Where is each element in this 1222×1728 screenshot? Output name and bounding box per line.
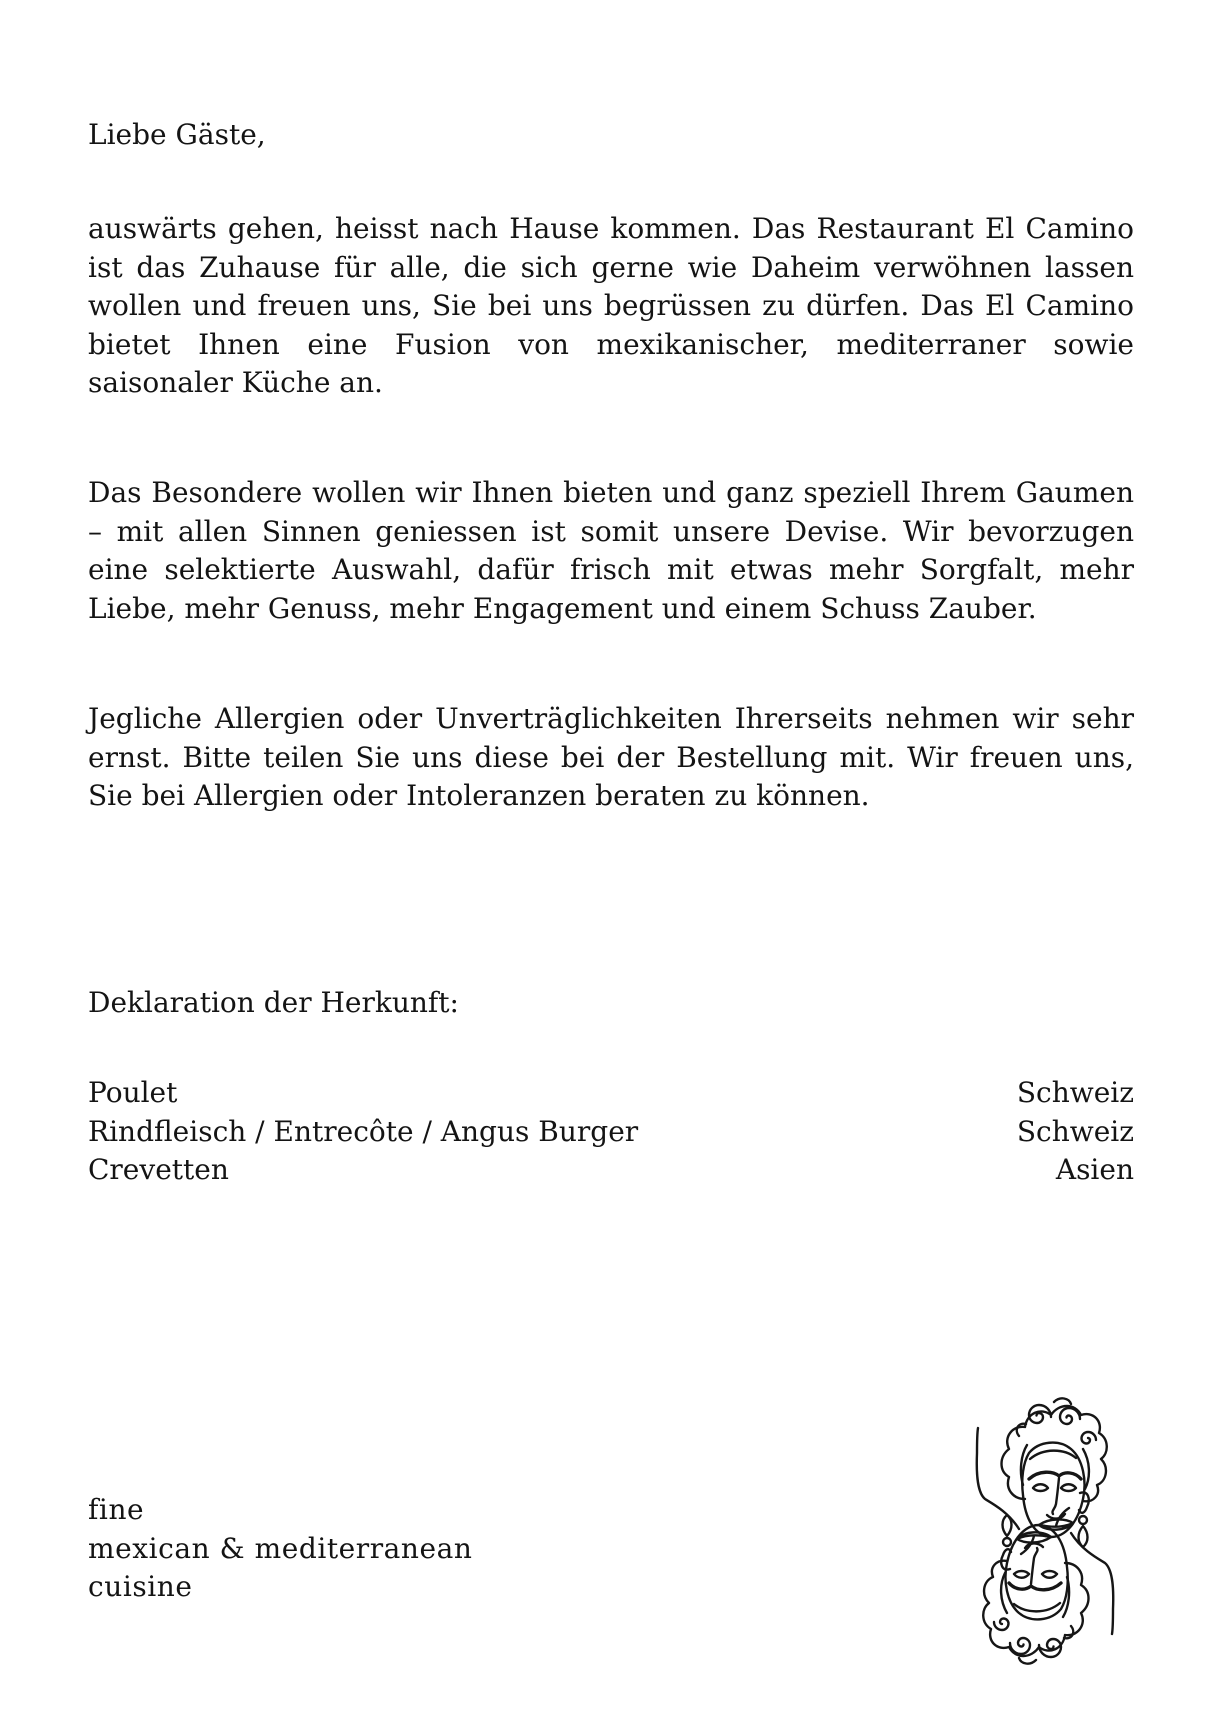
greeting-text: Liebe Gäste,: [88, 118, 266, 151]
paragraph-line: Das Besondere wollen wir Ihnen bieten und ganz speziell Ihrem Gaumen: [88, 476, 1134, 509]
paragraph-welcome: [88, 210, 1134, 403]
tagline-line: cuisine: [88, 1570, 193, 1603]
declaration-row: [88, 1113, 1134, 1152]
paragraph-line: wollen und freuen uns, Sie bei uns begrüssen zu dürfen. Das El Camino: [88, 289, 1134, 322]
frida-line-art-illustration: [955, 1387, 1127, 1665]
unibrow: [1029, 1472, 1081, 1479]
eyes: [1033, 1484, 1076, 1491]
item-origin: Schweiz: [1016, 1114, 1134, 1148]
declaration-heading: Deklaration der Herkunft:: [88, 986, 459, 1019]
item-name: Rindfleisch / Entrecôte / Angus Burger: [88, 1114, 639, 1148]
paragraph-line: bietet Ihnen eine Fusion von mexikanischer, mediterraner sowie: [88, 327, 1134, 361]
hair-outline: [1002, 1406, 1107, 1501]
item-name: Poulet: [88, 1076, 178, 1109]
item-origin: Asien: [1055, 1153, 1134, 1186]
paragraph-line: Liebe, mehr Genuss, mehr Engagement und einem Schuss Zauber.: [88, 591, 1037, 625]
earring-hoop: [1079, 1516, 1087, 1524]
paragraph-line: Jegliche Allergien oder Unverträglichkeiten Ihrerseits nehmen wir sehr: [88, 702, 1134, 735]
paragraph-allergies: [88, 700, 1134, 816]
paragraph-line: eine selektierte Auswahl, dafür frisch mit etwas mehr Sorgfalt, mehr: [88, 553, 1134, 586]
paragraph-line: auswärts gehen, heisst nach Hause kommen. Das Restaurant El Camino: [88, 212, 1134, 245]
item-origin: Schweiz: [1016, 1076, 1134, 1109]
roses: [1017, 1398, 1096, 1443]
declaration-row: [88, 1074, 1134, 1113]
paragraph-philosophy: [88, 474, 1134, 628]
tagline-line: fine: [88, 1493, 145, 1526]
paragraph-line: Sie bei Allergien oder Intoleranzen beraten zu können.: [88, 779, 870, 812]
hairline: [1030, 1451, 1076, 1459]
paragraph-line: ernst. Bitte teilen Sie uns diese bei der Bestellung mit. Wir freuen uns,: [88, 740, 1134, 774]
declaration-table: [88, 1074, 1134, 1190]
paragraph-line: – mit allen Sinnen geniessen ist somit unsere Devise. Wir bevorzugen: [88, 514, 1134, 548]
declaration-row: [88, 1151, 1134, 1190]
paragraph-line: saisonaler Küche an.: [88, 366, 383, 399]
tagline-line: mexican & mediterranean: [88, 1531, 473, 1565]
item-name: Crevetten: [88, 1153, 229, 1186]
paragraph-line: ist das Zuhause für alle, die sich gerne wie Daheim verwöhnen lassen: [88, 250, 1134, 284]
